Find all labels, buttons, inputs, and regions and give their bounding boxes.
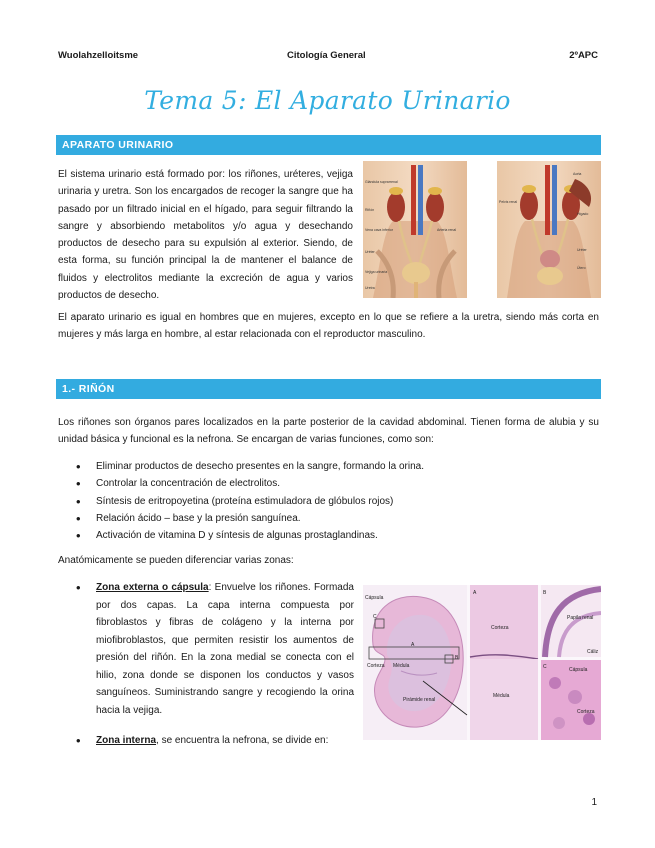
- bullet-icon: •: [76, 580, 81, 595]
- histology-label: Médula: [493, 693, 510, 699]
- cortex-medulla-panel: [470, 585, 538, 740]
- page-title: Tema 5: El Aparato Urinario: [144, 86, 511, 115]
- kidney-functions-list: [76, 458, 596, 544]
- anatomy-label: Vena cava inferior: [365, 228, 394, 232]
- histology-label: Cápsula: [365, 595, 384, 601]
- histology-label: A: [411, 642, 415, 648]
- zone-internal-text: , se encuentra la nefrona, se divide en:: [156, 735, 329, 746]
- bullet-icon: •: [76, 733, 81, 748]
- zone-external-text: : Envuelve los riñones. Formada por dos capas. La capa interna compuesta por fibroblastos y fibras de colágeno y la interna por miofibroblastos, que permiten resistir los aumentos de presión del riñón. En la zona medial se conecta con el hilio, zona donde se disponen los conductos y vasos sanguíneos. Suministrando sangre y recogiendo la orina hacia la vejiga.: [96, 582, 354, 716]
- histology-label: A: [473, 590, 477, 596]
- histology-label: Cáliz: [587, 649, 599, 655]
- histology-label: Médula: [393, 663, 410, 669]
- anatomy-label: Vejiga urinaria: [365, 270, 388, 274]
- kidney-intro-paragraph: Los riñones son órganos pares localizados en la parte posterior de la cavidad abdominal. Tienen forma de alubia y su unidad básica y funcional es la nefrona. Se encargan de varias funciones, como son:: [58, 417, 599, 446]
- histology-label: C: [373, 614, 377, 620]
- zone-internal-label: Zona interna: [96, 735, 157, 746]
- anatomy-label: Aorta: [573, 172, 582, 176]
- zone-external-label: Zona externa o cápsula: [96, 582, 209, 593]
- anatomy-label: Uréter: [577, 248, 587, 252]
- header-right: 2ºAPC: [569, 50, 598, 61]
- list-item: • Activación de vitamina D y síntesis de algunas prostaglandinas.: [76, 527, 596, 544]
- histology-label: B: [543, 590, 547, 596]
- anatomy-label: Pelvis renal: [499, 200, 518, 204]
- zone-external-item: [76, 579, 354, 719]
- anatomy-label: Útero: [577, 266, 586, 270]
- histology-label: Cápsula: [569, 667, 588, 673]
- list-item: • Síntesis de eritropoyetina (proteína estimuladora de glóbulos rojos): [76, 493, 596, 510]
- section1-paragraph2: El aparato urinario es igual en hombres que en mujeres, excepto en lo que se refiere a la uretra, siendo más corta en mujeres y más larga en hombre, al estar relacionada con el reproductor masculino.: [58, 312, 599, 341]
- anatomy-label: Glándula suprarrenal: [365, 180, 398, 184]
- anatomy-label: Hígado: [577, 212, 589, 216]
- anatomy-label: Riñón: [365, 208, 375, 212]
- section-heading-rinon: 1.- RIÑÓN: [56, 379, 601, 399]
- list-item: • Eliminar productos de desecho presentes en la sangre, formando la orina.: [76, 458, 596, 475]
- section-heading-aparato: APARATO URINARIO: [56, 135, 601, 155]
- header-left: Wuolahzelloitsme: [58, 50, 139, 61]
- anatomy-label: Arteria renal: [437, 228, 457, 232]
- anatomy-label: Uréter: [365, 250, 375, 254]
- histology-label: Papila renal: [567, 615, 594, 621]
- urinary-anatomy-figure: [363, 161, 601, 298]
- histology-label: Corteza: [577, 709, 595, 715]
- page-number: 1: [591, 797, 597, 808]
- female-torso: [497, 161, 601, 298]
- histology-label: Corteza: [367, 663, 385, 669]
- list-item: • Controlar la concentración de electrolitos.: [76, 475, 596, 492]
- zone-internal-item: [76, 732, 376, 750]
- histology-label: Corteza: [491, 625, 509, 631]
- section1-paragraph1: El sistema urinario está formado por: los riñones, uréteres, vejiga urinaria y uretra. Son los encargados de recoger la sangre que ha pasado por un filtrado inicial en el hígado, para seguir filtrando la sangre y absorbiendo metabolitos y/o agua y desechando productos de desecho para su expulsión al exterior. Siendo, de esta forma, su función principal la de mantener el balance de fluidos y electrolitos mediante la excreción de agua y varios productos de desecho.: [58, 169, 353, 302]
- list-item: • Relación ácido – base y la presión sanguínea.: [76, 510, 596, 527]
- header-center: Citología General: [287, 50, 366, 61]
- kidney-histology-figure: [363, 585, 601, 740]
- histology-label: Pirámide renal: [403, 697, 436, 703]
- zones-intro: Anatómicamente se pueden diferenciar varias zonas:: [58, 555, 294, 566]
- histology-label: B: [455, 655, 459, 661]
- histology-label: C: [543, 664, 547, 670]
- anatomy-label: Uretra: [365, 286, 375, 290]
- papilla-panel: [541, 585, 601, 657]
